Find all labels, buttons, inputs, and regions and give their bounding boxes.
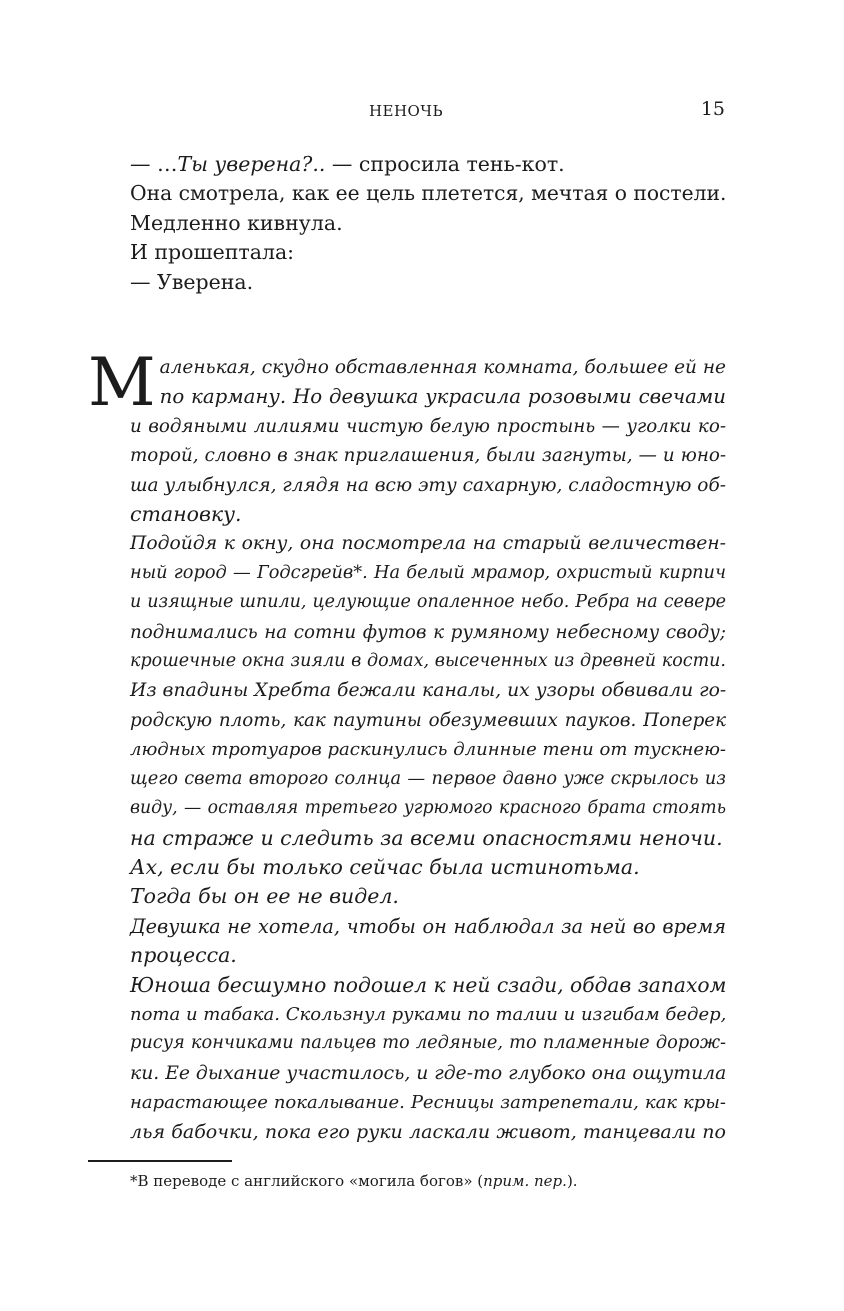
dialogue-line: Она смотрела, как ее цель плетется, мечтая о постели.	[130, 181, 727, 206]
page-number: 15	[700, 98, 725, 120]
dialogue-line: — Уверена.	[130, 269, 254, 294]
text-line: процесса.	[130, 943, 237, 968]
dialogue-line: И прошептала:	[130, 240, 295, 265]
text-line: поднимались на сотни футов к румяному небесному своду;	[130, 621, 726, 643]
text-line: крошечные окна зияли в домах, высеченных из древней кости.	[130, 651, 726, 672]
text-line: Из впадины Хребта бежали каналы, их узоры обвивали го-	[130, 680, 727, 702]
running-head: НЕНОЧЬ	[368, 102, 444, 120]
footnote-divider	[88, 1160, 232, 1162]
text-line: рисуя кончиками пальцев то ледяные, то пламенные дорож-	[130, 1033, 726, 1054]
text-line: становку.	[130, 502, 242, 527]
footnote: *В переводе с английского «могила богов» (прим. пер.).	[130, 1172, 578, 1190]
text-line: виду, — оставляя третьего угрюмого красного брата стоять	[130, 798, 726, 819]
text-line: аленькая, скудно обставленная комната, большее ей не	[159, 357, 726, 378]
text-line: щего света второго солнца — первое давно уже скрылось из	[130, 768, 726, 789]
chapter-text	[88, 344, 727, 1147]
text-line: Ах, если бы только сейчас была истинотьма.	[130, 854, 640, 879]
dialogue-line: — …Ты уверена?.. — спросила тень-кот.	[130, 152, 565, 176]
text-line: и изящные шпили, целующие опаленное небо. Ребра на севере	[130, 592, 726, 613]
text-line: и водяными лилиями чистую белую простынь — уголки ко-	[130, 415, 726, 437]
dialogue-line: Медленно кивнула.	[130, 210, 343, 235]
dialogue-block	[130, 150, 726, 297]
text-line: ный город — Годсгрейв*. На белый мрамор, охристый кирпич	[130, 562, 726, 583]
text-line: ки. Ее дыхание участилось, и где-то глубоко она ощутила	[130, 1062, 727, 1084]
text-line: Юноша бесшумно подошел к ней сзади, обдав запахом	[130, 972, 727, 997]
text-line: Тогда бы он ее не видел.	[130, 884, 399, 909]
text-line: на страже и следить за всеми опасностями неночи.	[130, 825, 723, 850]
text-line: Подойдя к окну, она посмотрела на старый величествен-	[130, 533, 726, 555]
text-line: ша улыбнулся, глядя на всю эту сахарную, сладостную об-	[130, 474, 726, 496]
text-line: пота и табака. Скользнул руками по талии и изгибам бедер,	[130, 1003, 727, 1025]
text-line: Девушка не хотела, чтобы он наблюдал за ней во время	[130, 914, 726, 938]
text-line: по карману. Но девушка украсила розовыми свечами	[159, 385, 726, 409]
text-line: лья бабочки, пока его руки ласкали живот, танцевали по	[130, 1120, 726, 1143]
drop-cap: М	[88, 344, 156, 421]
text-line: людных тротуаров раскинулись длинные тени от тускнею-	[130, 739, 726, 761]
text-line: нарастающее покалывание. Ресницы затрепетали, как кры-	[130, 1092, 726, 1114]
text-line: родскую плоть, как паутины обезумевших пауков. Поперек	[130, 709, 726, 731]
text-line: торой, словно в знак приглашения, были загнуты, — и юно-	[130, 445, 726, 467]
